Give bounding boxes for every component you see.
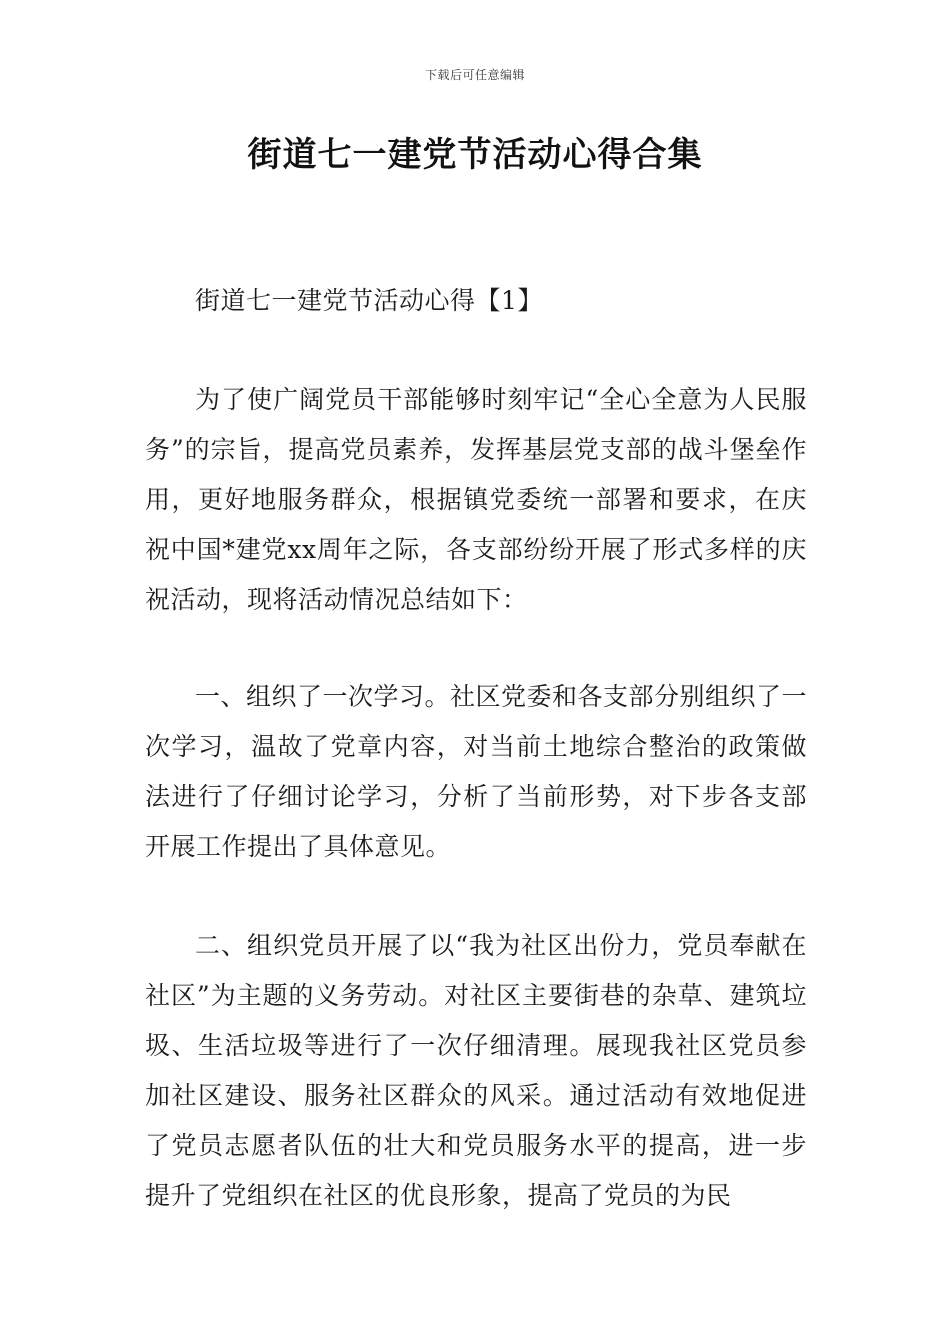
paragraph: 为了使广阔党员干部能够时刻牢记“全心全意为人民服务”的宗旨，提高党员素养，发挥基层党支部的战斗堡垒作用，更好地服务群众，根据镇党委统一部署和要求，在庆祝中国*建党xx周年之际，各支部纷纷开展了形式多样的庆祝活动，现将活动情况总结如下： — [145, 385, 807, 614]
document-title: 街道七一建党节活动心得合集 — [247, 135, 703, 175]
header-note: 下载后可任意编辑 — [424, 68, 525, 82]
paragraph: 一、组织了一次学习。社区党委和各支部分别组织了一次学习，温故了党章内容，对当前土地综合整治的政策做法进行了仔细讨论学习，分析了当前形势，对下步各支部开展工作提出了具体意见。 — [145, 682, 808, 861]
section-heading: 街道七一建党节活动心得【1】 — [195, 286, 543, 315]
paragraph: 二、组织党员开展了以“我为社区出份力，党员奉献在社区”为主题的义务劳动。对社区主要街巷的杂草、建筑垃圾、生活垃圾等进行了一次仔细清理。展现我社区党员参加社区建设、服务社区群众的风采。通过活动有效地促进了党员志愿者队伍的壮大和党员服务水平的提高，进一步提升了党组织在社区的优良形象，提高了党员的为民 — [145, 931, 807, 1210]
